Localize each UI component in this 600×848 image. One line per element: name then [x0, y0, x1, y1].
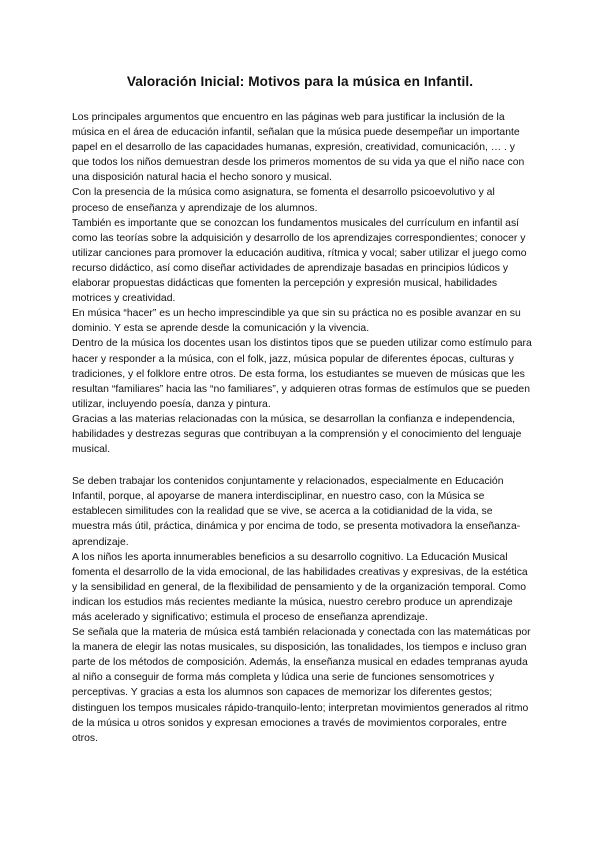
paragraph-5: Dentro de la música los docentes usan los distintos tipos que se pueden utilizar como estímulo para hacer y responder a la música, con el folk, jazz, música popular de diferentes épocas, culturas y tradiciones, y el folklore entre otros. De esta forma, los estudiantes se mueven de músicas que les resultan “familiares” hacia las “no familiares”, y adquieren otras formas de estímulos que se pueden utilizar, incluyendo poesía, danza y pintura. [72, 338, 532, 410]
paragraph-6: Gracias a las materias relacionadas con la música, se desarrollan la confianza e independencia, habilidades y destrezas seguras que contribuyan a la comprensión y el conocimiento del lenguaje musical. [72, 413, 522, 456]
document-title: Valoración Inicial: Motivos para la música en Infantil. [126, 74, 474, 89]
section-gap [72, 457, 532, 474]
paragraph-2: Con la presencia de la música como asignatura, se fomenta el desarrollo psicoevolutivo y al proceso de enseñanza y aprendizaje de los alumnos. [72, 187, 495, 214]
paragraph-7: Se deben trabajar los contenidos conjuntamente y relacionados, especialmente en Educación Infantil, porque, al apoyarse de manera interdisciplinar, en nuestro caso, con la Música se establecen similitudes con la realidad que se vive, se acerca a la cotidianidad de la vida, se muestra más útil, práctica, dinámica y por encima de todo, se presenta motivadora la enseñanza-aprendizaje. [72, 476, 521, 548]
document-body [72, 110, 532, 746]
paragraph-9: Se señala que la materia de música está también relacionada y conectada con las matemáticas por la manera de elegir las notas musicales, su disposición, las tonalidades, los tiempos e incluso gran parte de los métodos de composición. Además, la enseñanza musical en edades tempranas ayuda al niño a conseguir de forma más completa y lúdica una serie de funciones sensomotrices y perceptivas. Y gracias a esta los alumnos son capaces de memorizar los diferentes gestos; distinguen los tempos musicales rápido-tranquilo-lento; interpretan movimientos generados al ritmo de la música u otros sonidos y expresan emociones a través de movimientos corporales, entre otros. [72, 627, 531, 744]
paragraph-4: En música “hacer” es un hecho imprescindible ya que sin su práctica no es posible avanzar en su dominio. Y esta se aprende desde la comunicación y la vivencia. [72, 308, 521, 335]
paragraph-8: A los niños les aporta innumerables beneficios a su desarrollo cognitivo. La Educación Musical fomenta el desarrollo de la vida emocional, de las habilidades creativas y expresivas, de la estética y la sensibilidad en general, de la flexibilidad de pensamiento y de la organización temporal. Como indican los estudios más recientes mediante la música, nuestro cerebro produce un aprendizaje más acelerado y significativo; estimula el proceso de enseñanza aprendizaje. [72, 551, 528, 623]
paragraph-3: También es importante que se conozcan los fundamentos musicales del currículum en infantil así como las teorías sobre la adquisición y desarrollo de los aprendizajes correspondientes; conocer y utilizar canciones para promover la educación auditiva, rítmica y vocal; saber utilizar el juego como recurso didáctico, así como diseñar actividades de aprendizaje basadas en principios lúdicos y elaborar propuestas didácticas que fomenten la percepción y expresión musical, habilidades motrices y creatividad. [72, 217, 527, 305]
paragraph-1: Los principales argumentos que encuentro en las páginas web para justificar la inclusión de la música en el área de educación infantil, señalan que la música puede desempeñar un importante papel en el desarrollo de las capacidades humanas, expresión, creatividad, comunicación, … . y que todos los niños demuestran desde los primeros momentos de su vida ya que el niño nace con una disposición natural hacia el hecho sonoro y musical. [72, 112, 525, 184]
